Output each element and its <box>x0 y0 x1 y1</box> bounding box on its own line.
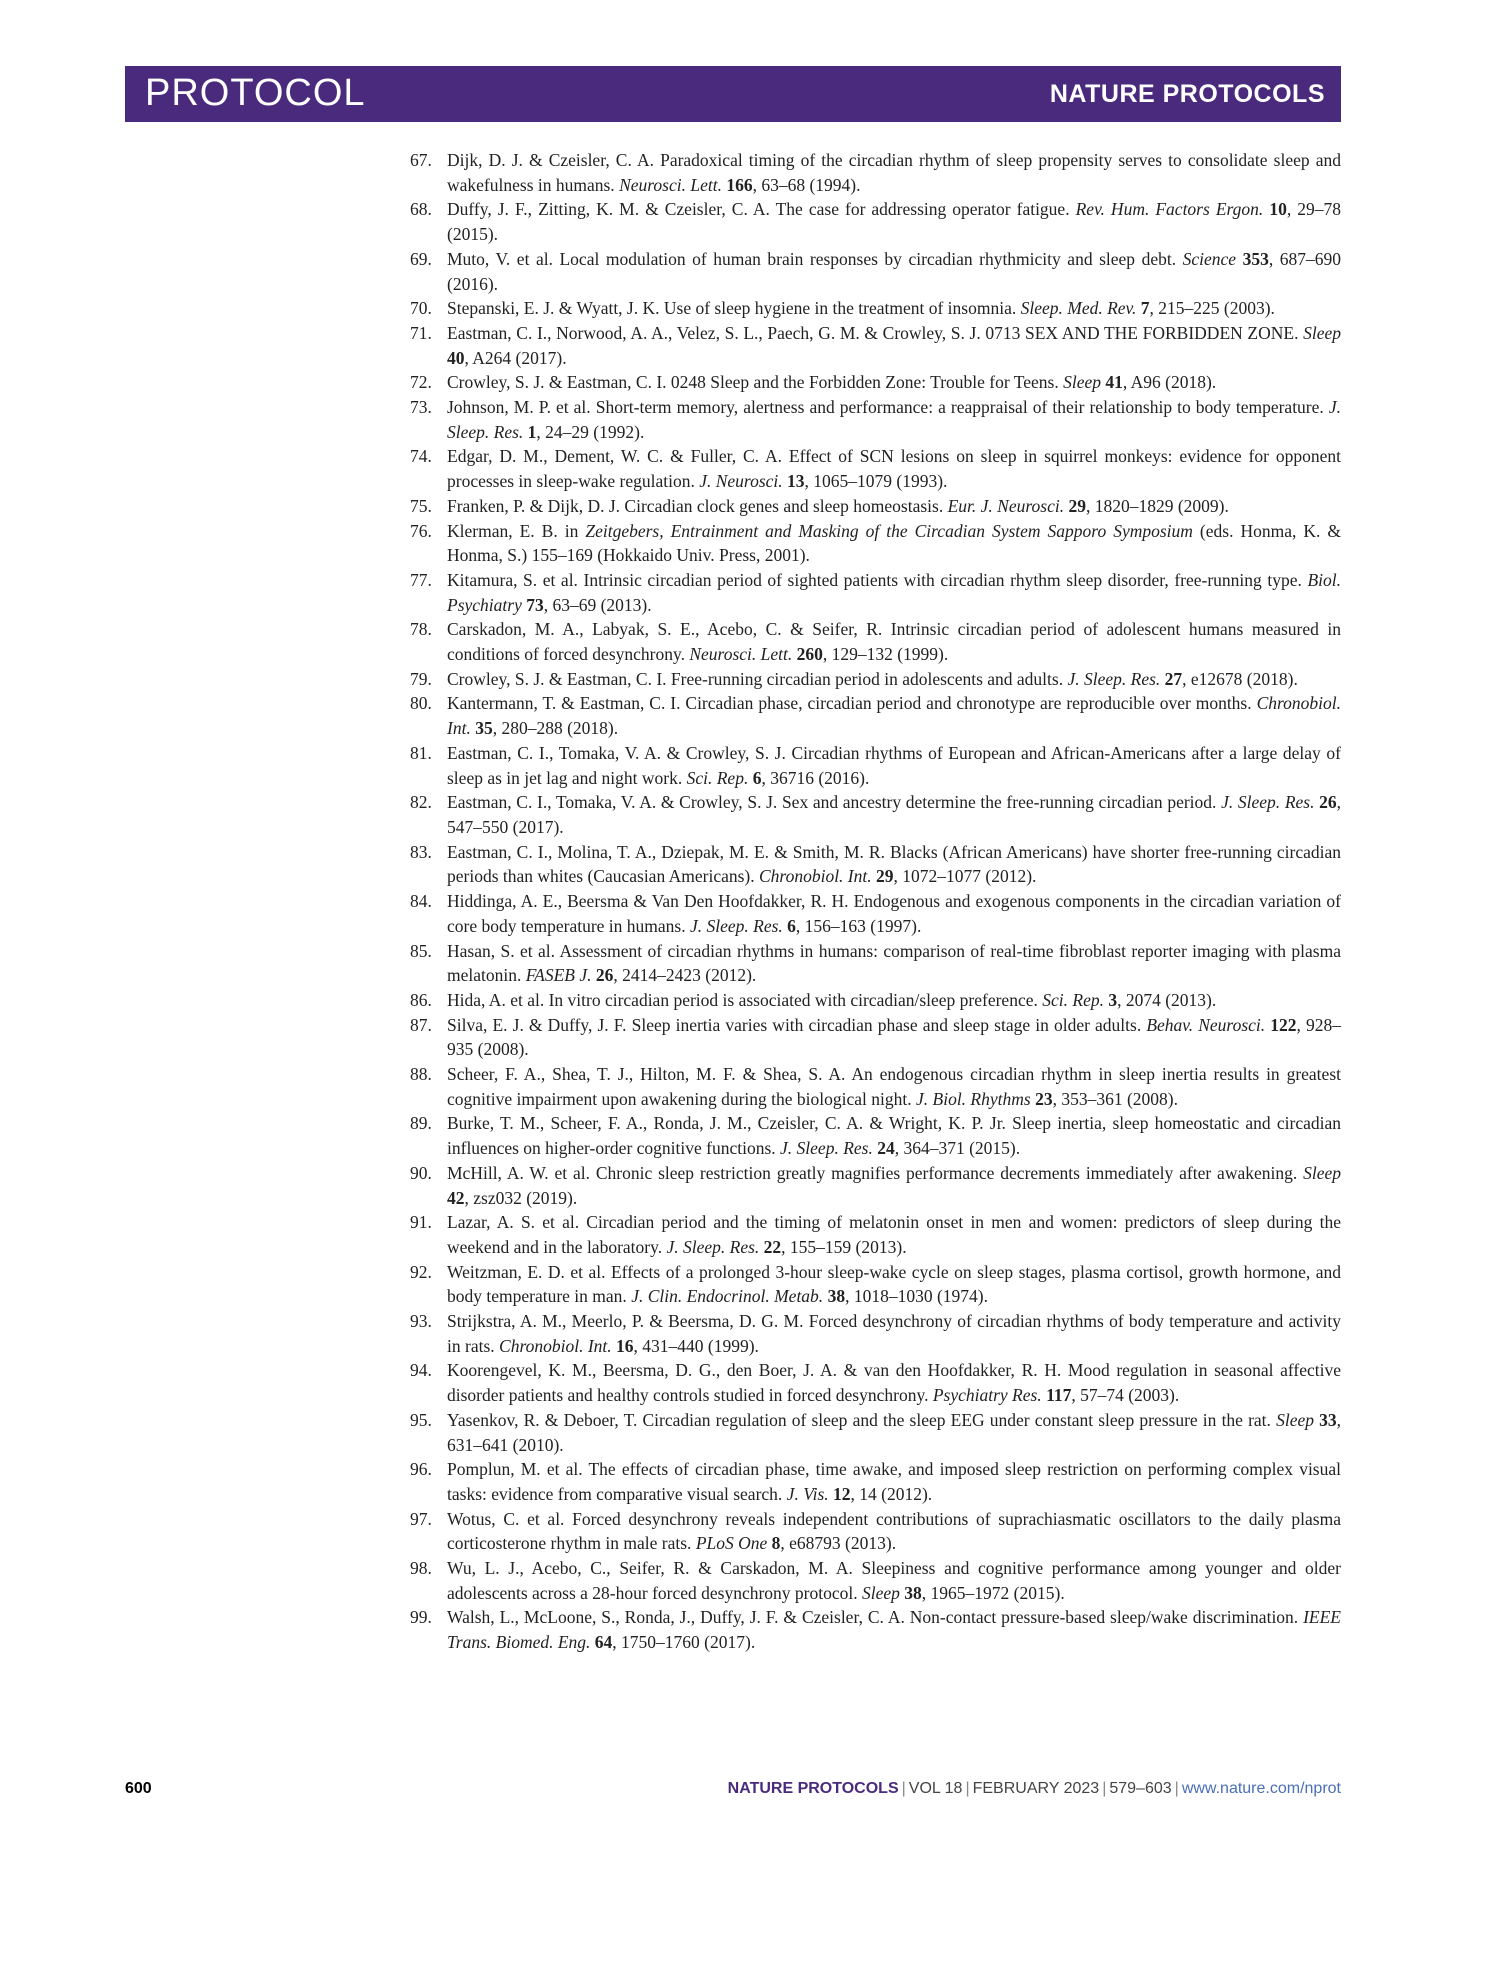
volume-number: 64 <box>594 1632 613 1653</box>
reference-item <box>410 889 1341 938</box>
journal-title: Sleep <box>862 1582 900 1603</box>
reference-item <box>410 1013 1341 1062</box>
page-number: 600 <box>125 1780 152 1797</box>
reference-item <box>410 494 1341 519</box>
reference-text: , 1018–1030 (1974). <box>845 1286 988 1307</box>
footer-citation <box>728 1780 1341 1798</box>
volume-number: 26 <box>595 965 614 986</box>
journal-title: Science <box>1182 248 1237 269</box>
section-label: PROTOCOL <box>145 72 366 114</box>
volume-number: 6 <box>752 767 762 788</box>
reference-item <box>410 1556 1341 1605</box>
volume-number: 117 <box>1046 1385 1072 1406</box>
reference-text: Dijk, D. J. & Czeisler, C. A. Paradoxical timing of the circadian rhythm of sleep propensity serves to consolidate sleep and wakefulness in humans. <box>447 150 1341 195</box>
reference-text: Yasenkov, R. & Deboer, T. Circadian regulation of sleep and the sleep EEG under constant sleep pressure in the rat. <box>447 1409 1277 1430</box>
footer-url-link[interactable]: www.nature.com/nprot <box>1181 1780 1341 1797</box>
journal-title: Neurosci. Lett. <box>689 644 793 665</box>
reference-number: 98. <box>410 1558 432 1579</box>
reference-text: Carskadon, M. A., Labyak, S. E., Acebo, C. & Seifer, R. Intrinsic circadian period of adolescent humans measured in conditions of forced desynchrony. <box>447 619 1341 665</box>
reference-number: 69. <box>410 248 432 269</box>
reference-item <box>410 148 1341 197</box>
reference-number: 93. <box>410 1311 432 1332</box>
reference-number: 75. <box>410 495 432 516</box>
reference-item <box>410 1161 1341 1210</box>
journal-title: J. Sleep. Res. <box>1221 792 1315 813</box>
volume-number: 260 <box>796 644 823 665</box>
footer-date: FEBRUARY 2023 <box>972 1780 1100 1797</box>
reference-item <box>410 1260 1341 1309</box>
reference-item <box>410 1507 1341 1556</box>
reference-text: , 14 (2012). <box>850 1483 933 1504</box>
volume-number: 22 <box>763 1236 782 1257</box>
volume-number: 73 <box>526 594 544 615</box>
volume-number: 1 <box>527 421 537 442</box>
volume-number: 10 <box>1269 199 1287 220</box>
reference-text: Eastman, C. I., Tomaka, V. A. & Crowley, S. J. Circadian rhythms of European and African-Americans after a large delay of sleep as in jet lag and night work. <box>447 742 1341 788</box>
reference-text: , 29–78 (2015). <box>447 199 1341 245</box>
reference-number: 80. <box>410 693 432 714</box>
reference-number: 87. <box>410 1014 432 1035</box>
reference-number: 95. <box>410 1409 432 1430</box>
reference-text: Pomplun, M. et al. The effects of circadian phase, time awake, and imposed sleep restriction on performing complex visual tasks: evidence from comparative visual search. <box>447 1459 1341 1504</box>
reference-number: 67. <box>410 150 432 170</box>
reference-number: 72. <box>410 372 432 393</box>
page-footer <box>125 1780 1341 1804</box>
reference-item <box>410 1111 1341 1160</box>
journal-title: J. Vis. <box>786 1483 829 1504</box>
volume-number: 12 <box>833 1483 851 1504</box>
reference-text: , zsz032 (2019). <box>464 1187 578 1208</box>
reference-number: 86. <box>410 989 432 1010</box>
reference-item <box>410 444 1341 493</box>
volume-number: 33 <box>1319 1409 1337 1430</box>
reference-text: , e12678 (2018). <box>1182 668 1298 689</box>
reference-text: Koorengevel, K. M., Beersma, D. G., den Boer, J. A. & van den Hoofdakker, R. H. Mood regulation in seasonal affective disorder patients and healthy controls studied in forced desynchrony. <box>447 1360 1341 1406</box>
reference-number: 73. <box>410 397 432 418</box>
reference-text: Kitamura, S. et al. Intrinsic circadian period of sighted patients with circadian rhythm sleep disorder, free-running type. <box>447 569 1308 590</box>
volume-number: 3 <box>1108 989 1118 1010</box>
volume-number: 8 <box>771 1533 781 1554</box>
reference-text: Stepanski, E. J. & Wyatt, J. K. Use of sleep hygiene in the treatment of insomnia. <box>447 298 1021 319</box>
journal-title: FASEB J. <box>525 965 592 986</box>
reference-text: Weitzman, E. D. et al. Effects of a prolonged 3-hour sleep-wake cycle on sleep stages, plasma cortisol, growth hormone, and body temperature in man. <box>447 1261 1341 1307</box>
reference-text: Crowley, S. J. & Eastman, C. I. 0248 Sleep and the Forbidden Zone: Trouble for Teens. <box>447 372 1064 393</box>
reference-text: , 1072–1077 (2012). <box>893 866 1037 887</box>
journal-title: Behav. Neurosci. <box>1146 1014 1266 1035</box>
reference-text: , 24–29 (1992). <box>536 421 645 442</box>
reference-item <box>410 939 1341 988</box>
footer-separator: | <box>1174 1780 1179 1797</box>
journal-title: Zeitgebers, Entrainment and Masking of the Circadian System Sapporo Symposium <box>585 520 1193 541</box>
reference-number: 99. <box>410 1607 432 1628</box>
footer-separator: | <box>965 1780 970 1797</box>
reference-number: 90. <box>410 1162 432 1183</box>
reference-item <box>410 1358 1341 1407</box>
journal-title: Psychiatry Res. <box>932 1385 1042 1406</box>
reference-text: Eastman, C. I., Norwood, A. A., Velez, S. L., Paech, G. M. & Crowley, S. J. 0713 SEX AND THE FORBIDDEN ZONE. <box>447 322 1304 343</box>
reference-item <box>410 568 1341 617</box>
journal-title: Biol. Psychiatry <box>447 569 1341 615</box>
volume-number: 35 <box>475 718 493 739</box>
reference-text: , 631–641 (2010). <box>447 1409 1342 1455</box>
reference-text: , 928–935 (2008). <box>447 1014 1342 1060</box>
journal-title: J. Clin. Endocrinol. Metab. <box>631 1286 824 1307</box>
reference-item <box>410 1457 1341 1506</box>
volume-number: 29 <box>876 866 894 887</box>
reference-text: , 1065–1079 (1993). <box>804 471 948 492</box>
reference-number: 70. <box>410 298 432 319</box>
reference-item <box>410 395 1341 444</box>
reference-number: 97. <box>410 1508 432 1529</box>
reference-item <box>410 370 1341 395</box>
reference-item <box>410 790 1341 839</box>
reference-number: 81. <box>410 742 432 763</box>
reference-text: Burke, T. M., Scheer, F. A., Ronda, J. M., Czeisler, C. A. & Wright, K. P. Jr. Sleep inertia, sleep homeostatic and circadian influences on higher-order cognitive functions. <box>447 1113 1341 1159</box>
running-header <box>125 66 1341 122</box>
reference-item <box>410 667 1341 692</box>
reference-item <box>410 741 1341 790</box>
reference-text: , 1965–1972 (2015). <box>921 1582 1065 1603</box>
reference-text: , 1750–1760 (2017). <box>612 1632 756 1653</box>
reference-text: Kantermann, T. & Eastman, C. I. Circadian phase, circadian period and chronotype are reproducible over months. <box>447 693 1257 714</box>
volume-number: 40 <box>447 347 465 368</box>
reference-text: Crowley, S. J. & Eastman, C. I. Free-running circadian period in adolescents and adults. <box>447 668 1068 689</box>
reference-item <box>410 519 1341 568</box>
reference-text: Edgar, D. M., Dement, W. C. & Fuller, C. A. Effect of SCN lesions on sleep in squirrel monkeys: evidence for opponent processes in sleep-wake regulation. <box>447 446 1341 492</box>
footer-separator: | <box>901 1780 906 1797</box>
volume-number: 166 <box>726 174 753 195</box>
reference-text: Scheer, F. A., Shea, T. J., Hilton, M. F. & Shea, S. A. An endogenous circadian rhythm in sleep inertia results in greatest cognitive impairment upon awakening during the biological night. <box>447 1064 1341 1109</box>
reference-text: Walsh, L., McLoone, S., Ronda, J., Duffy, J. F. & Czeisler, C. A. Non-contact pressure-based sleep/wake discrimination. <box>447 1607 1304 1628</box>
reference-item <box>410 1408 1341 1457</box>
reference-text: Johnson, M. P. et al. Short-term memory, alertness and performance: a reappraisal of their relationship to body temperature. <box>447 397 1329 418</box>
reference-item <box>410 1062 1341 1111</box>
reference-number: 85. <box>410 940 432 961</box>
reference-text: Lazar, A. S. et al. Circadian period and the timing of melatonin onset in men and women: predictors of sleep during the weekend and in the laboratory. <box>447 1212 1341 1257</box>
reference-item <box>410 1309 1341 1358</box>
reference-number: 92. <box>410 1261 432 1282</box>
reference-text: , A96 (2018). <box>1122 372 1217 393</box>
volume-number: 6 <box>787 915 796 936</box>
footer-pages: 579–603 <box>1109 1780 1172 1797</box>
journal-title: J. Biol. Rhythms <box>916 1088 1031 1109</box>
journal-title: PLoS One <box>695 1533 768 1554</box>
journal-title: IEEE Trans. Biomed. Eng. <box>447 1607 1341 1653</box>
volume-number: 26 <box>1319 792 1337 813</box>
reference-text: Eastman, C. I., Molina, T. A., Dziepak, M. E. & Smith, M. R. Blacks (African Americans) have shorter free-running circadian periods than whites (Caucasian Americans). <box>447 841 1341 887</box>
reference-text: , e68793 (2013). <box>780 1533 897 1554</box>
journal-title: J. Sleep. Res. <box>1067 668 1161 689</box>
reference-item <box>410 321 1341 370</box>
reference-text: , 431–440 (1999). <box>633 1335 759 1356</box>
reference-number: 94. <box>410 1360 432 1381</box>
reference-text: Hasan, S. et al. Assessment of circadian rhythms in humans: comparison of real-time fibroblast reporter imaging with plasma melatonin. <box>447 940 1341 986</box>
footer-separator: | <box>1102 1780 1107 1797</box>
footer-journal: NATURE PROTOCOLS <box>727 1780 899 1797</box>
reference-text: , 687–690 (2016). <box>447 248 1341 294</box>
volume-number: 38 <box>904 1582 922 1603</box>
journal-title: Sleep <box>1303 322 1341 343</box>
volume-number: 24 <box>877 1138 895 1159</box>
reference-number: 74. <box>410 446 432 467</box>
volume-number: 29 <box>1068 495 1086 516</box>
reference-text: , 353–361 (2008). <box>1052 1088 1178 1109</box>
reference-item <box>410 247 1341 296</box>
reference-text: , 63–69 (2013). <box>543 594 652 615</box>
reference-text: , A264 (2017). <box>464 347 567 368</box>
reference-text: Muto, V. et al. Local modulation of human brain responses by circadian rhythmicity and sleep debt. <box>447 248 1183 269</box>
reference-text: (eds. Honma, K. & Honma, S.) 155–169 (Hokkaido Univ. Press, 2001). <box>447 520 1341 566</box>
reference-text: Franken, P. & Dijk, D. J. Circadian clock genes and sleep homeostasis. <box>447 495 948 516</box>
reference-number: 96. <box>410 1459 432 1480</box>
reference-list <box>410 148 1341 1655</box>
reference-item <box>410 840 1341 889</box>
journal-title: J. Sleep. Res. <box>689 915 783 936</box>
volume-number: 41 <box>1105 372 1123 393</box>
reference-number: 71. <box>410 322 432 343</box>
journal-title: J. Sleep. Res. <box>780 1138 873 1159</box>
reference-text: , 2074 (2013). <box>1117 989 1217 1010</box>
volume-number: 16 <box>616 1335 634 1356</box>
journal-title: Neurosci. Lett. <box>619 174 722 195</box>
reference-text: , 215–225 (2003). <box>1149 298 1275 319</box>
volume-number: 353 <box>1242 248 1269 269</box>
reference-text: , 2414–2423 (2012). <box>613 965 757 986</box>
reference-text: , 547–550 (2017). <box>447 792 1342 837</box>
reference-text: Hida, A. et al. In vitro circadian period is associated with circadian/sleep preference. <box>447 989 1043 1010</box>
reference-text: , 155–159 (2013). <box>781 1236 907 1257</box>
journal-title: J. Neurosci. <box>699 471 783 492</box>
reference-text: , 57–74 (2003). <box>1071 1385 1180 1406</box>
reference-text: Wotus, C. et al. Forced desynchrony reveals independent contributions of suprachiasmatic oscillators to the daily plasma corticosterone rhythm in male rats. <box>447 1508 1341 1554</box>
journal-title: Sleep. Med. Rev. <box>1020 298 1137 319</box>
reference-text: , 63–68 (1994). <box>752 174 861 195</box>
reference-number: 78. <box>410 619 432 640</box>
footer-volume: VOL 18 <box>908 1780 963 1797</box>
reference-number: 76. <box>410 520 432 541</box>
reference-text: Silva, E. J. & Duffy, J. F. Sleep inertia varies with circadian phase and sleep stage in older adults. <box>447 1014 1147 1035</box>
journal-title: Sleep <box>1276 1409 1314 1430</box>
reference-item <box>410 1605 1341 1654</box>
reference-text: , 129–132 (1999). <box>822 644 949 665</box>
reference-number: 68. <box>410 199 432 220</box>
reference-text: Hiddinga, A. E., Beersma & Van Den Hoofdakker, R. H. Endogenous and exogenous components in the circadian variation of core body temperature in humans. <box>447 891 1341 936</box>
journal-name: NATURE PROTOCOLS <box>1049 80 1325 108</box>
volume-number: 38 <box>827 1286 846 1307</box>
reference-text: Strijkstra, A. M., Meerlo, P. & Beersma, D. G. M. Forced desynchrony of circadian rhythms of body temperature and activity in rats. <box>447 1311 1341 1356</box>
journal-title: Eur. J. Neurosci. <box>947 495 1065 516</box>
reference-item <box>410 691 1341 740</box>
reference-text: Wu, L. J., Acebo, C., Seifer, R. & Carskadon, M. A. Sleepiness and cognitive performance among younger and older adolescents across a 28-hour forced desynchrony protocol. <box>447 1558 1341 1603</box>
reference-text: , 1820–1829 (2009). <box>1085 495 1229 516</box>
reference-number: 88. <box>410 1064 432 1085</box>
reference-text: Eastman, C. I., Tomaka, V. A. & Crowley, S. J. Sex and ancestry determine the free-running circadian period. <box>447 792 1222 813</box>
volume-number: 23 <box>1035 1088 1053 1109</box>
reference-number: 82. <box>410 792 432 813</box>
reference-item <box>410 988 1341 1013</box>
reference-text: , 280–288 (2018). <box>492 718 619 739</box>
journal-title: Sci. Rep. <box>1042 989 1104 1010</box>
reference-number: 79. <box>410 668 432 689</box>
journal-title: Chronobiol. Int. <box>447 693 1341 739</box>
volume-number: 13 <box>787 471 805 492</box>
volume-number: 7 <box>1140 298 1150 319</box>
reference-text: Duffy, J. F., Zitting, K. M. & Czeisler, C. A. The case for addressing operator fatigue. <box>447 199 1076 220</box>
reference-number: 77. <box>410 569 432 590</box>
journal-title: Chronobiol. Int. <box>499 1335 612 1356</box>
reference-number: 89. <box>410 1113 432 1134</box>
journal-title: Sleep <box>1303 1162 1341 1183</box>
volume-number: 42 <box>447 1187 465 1208</box>
reference-text: , 364–371 (2015). <box>894 1138 1021 1159</box>
reference-text: , 36716 (2016). <box>761 767 870 788</box>
journal-title: Chronobiol. Int. <box>759 866 872 887</box>
reference-text: , 156–163 (1997). <box>795 915 922 936</box>
reference-item <box>410 296 1341 321</box>
reference-number: 91. <box>410 1212 432 1233</box>
reference-item <box>410 1210 1341 1259</box>
reference-item <box>410 617 1341 666</box>
reference-item <box>410 197 1341 246</box>
reference-number: 83. <box>410 841 432 862</box>
journal-title: J. Sleep. Res. <box>447 397 1341 442</box>
volume-number: 27 <box>1164 668 1183 689</box>
reference-text: McHill, A. W. et al. Chronic sleep restriction greatly magnifies performance decrements immediately after awakening. <box>447 1162 1304 1183</box>
volume-number: 122 <box>1270 1014 1297 1035</box>
reference-text: Klerman, E. B. in <box>447 520 586 541</box>
journal-title: Sci. Rep. <box>686 767 749 788</box>
journal-title: J. Sleep. Res. <box>666 1236 760 1257</box>
reference-number: 84. <box>410 891 432 912</box>
journal-title: Sleep <box>1063 372 1101 393</box>
journal-title: Rev. Hum. Factors Ergon. <box>1075 199 1264 220</box>
